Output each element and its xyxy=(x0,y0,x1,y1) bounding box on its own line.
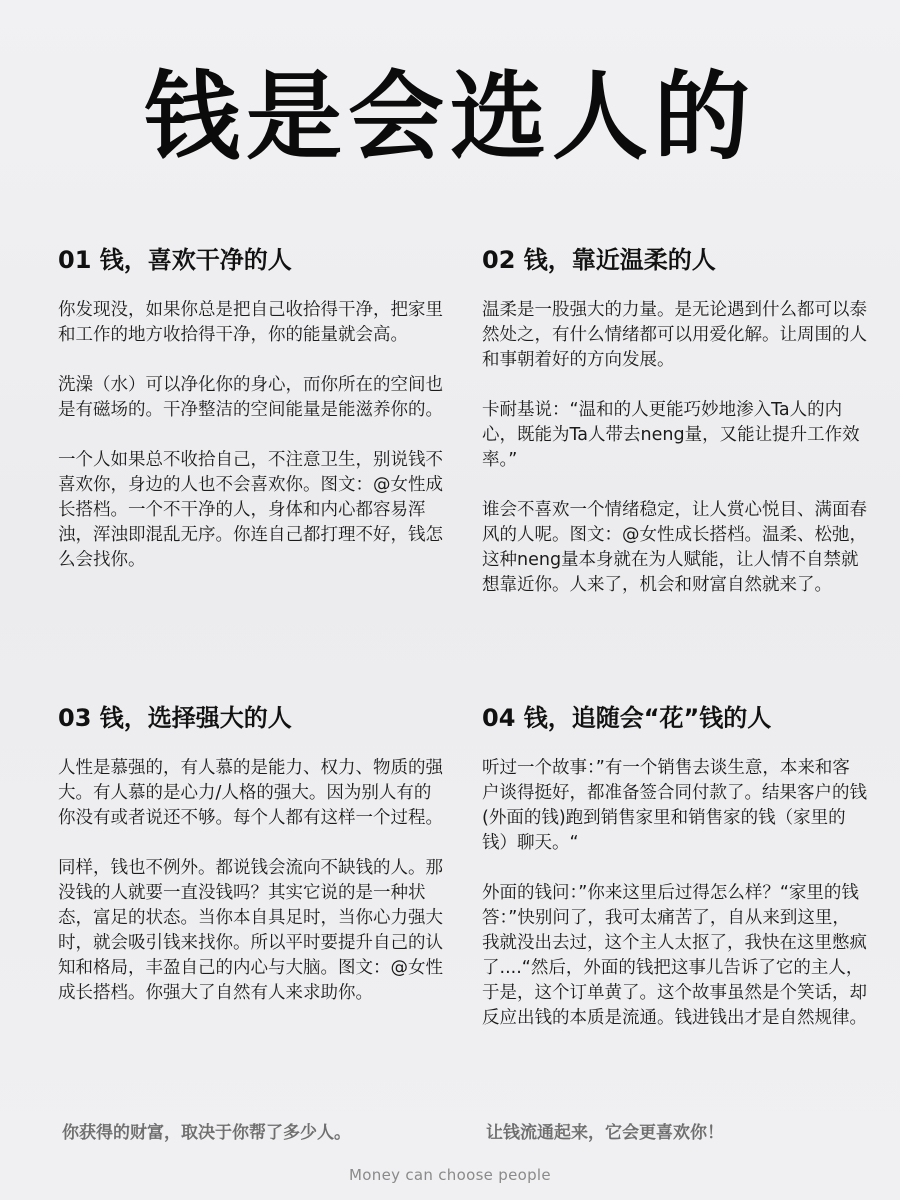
section-paragraph: 一个人如果总不收拾自己，不注意卫生，别说钱不喜欢你，身边的人也不会喜欢你。图文：@女性成长搭档。一个不干净的人，身体和内心都容易浑浊，浑浊即混乱无序。你连自己都打理不好，钱怎么会找你。 xyxy=(58,450,443,570)
bottom-caption: Money can choose people xyxy=(349,1166,551,1184)
section-paragraph: 听过一个故事：”有一个销售去谈生意，本来和客户谈得挺好，都准备签合同付款了。结果客户的钱(外面的钱)跑到销售家里和销售家的钱（家里的钱）聊天。“ xyxy=(482,758,867,853)
section-paragraph: 你发现没，如果你总是把自己收拾得干净，把家里和工作的地方收拾得干净，你的能量就会高。 xyxy=(58,300,443,345)
section-heading: 03 钱，选择强大的人 xyxy=(58,704,292,732)
section-paragraph: 外面的钱问：”你来这里后过得怎么样？“家里的钱答：”快别问了，我可太痛苦了，自从来到这里，我就没出去过，这个主人太抠了，我快在这里憋疯了....“然后，外面的钱把这事儿告诉了它的主人，于是，这个订单黄了。这个故事虽然是个笑话，却反应出钱的本质是流通。钱进钱出才是自然规律。 xyxy=(482,883,867,1028)
section-paragraph: 洗澡（水）可以净化你的身心，而你所在的空间也是有磁场的。干净整洁的空间能量是能滋养你的。 xyxy=(58,375,443,420)
section-paragraph: 同样，钱也不例外。都说钱会流向不缺钱的人。那没钱的人就要一直没钱吗？其实它说的是一种状态，富足的状态。当你本自具足时，当你心力强大时，就会吸引钱来找你。所以平时要提升自己的认知和格局，丰盈自己的内心与大脑。图文：@女性成长搭档。你强大了自然有人来求助你。 xyxy=(58,858,443,1003)
footer-quote-left: 你获得的财富，取决于你帮了多少人。 xyxy=(62,1123,351,1143)
page-title: 钱是会选人的 xyxy=(144,61,756,173)
section-paragraph: 谁会不喜欢一个情绪稳定，让人赏心悦目、满面春风的人呢。图文：@女性成长搭档。温柔、松弛，这种neng量本身就在为人赋能，让人情不自禁就想靠近你。人来了，机会和财富自然就来了。 xyxy=(482,500,867,595)
section-heading: 04 钱，追随会“花”钱的人 xyxy=(482,704,772,732)
section-paragraph: 温柔是一股强大的力量。是无论遇到什么都可以泰然处之，有什么情绪都可以用爱化解。让周围的人和事朝着好的方向发展。 xyxy=(482,300,867,370)
section-paragraph: 卡耐基说：“温和的人更能巧妙地渗入Ta人的内心，既能为Ta人带去neng量，又能让提升工作效率。” xyxy=(482,400,860,470)
section-02-gentle xyxy=(482,244,867,623)
section-heading: 02 钱，靠近温柔的人 xyxy=(482,246,716,274)
section-03-strong xyxy=(58,702,443,1031)
section-01-clean xyxy=(58,244,443,598)
section-heading: 01 钱，喜欢干净的人 xyxy=(58,246,292,274)
section-paragraph: 人性是慕强的，有人慕的是能力、权力、物质的强大。有人慕的是心力/人格的强大。因为别人有的你没有或者说还不够。每个人都有这样一个过程。 xyxy=(58,758,443,828)
section-04-spend xyxy=(482,702,867,1056)
footer-quote-right: 让钱流通起来，它会更喜欢你！ xyxy=(486,1123,724,1143)
